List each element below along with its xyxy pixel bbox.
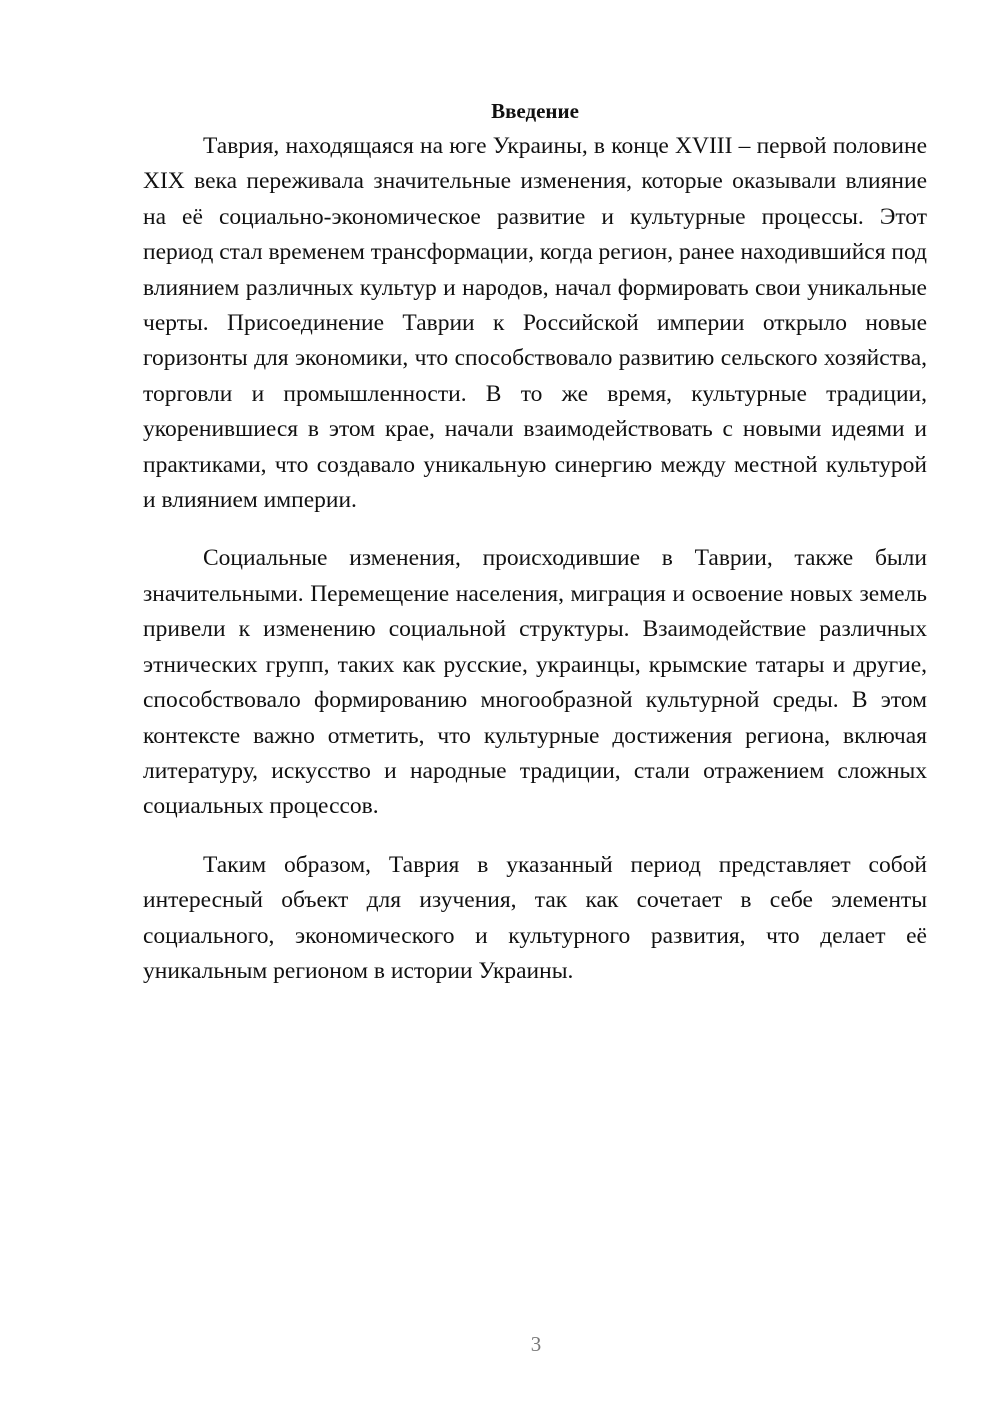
- paragraph: Таврия, находящаяся на юге Украины, в конце XVIII – первой половине XIX века переживала значительные изменения, которые оказывали влияние на её социально-экономическое развитие и культурные процессы. Этот период стал временем трансформации, когда регион, ранее находившийся под влиянием различных культур и народов, начал формировать свои уникальные черты. Присоединение Таврии к Российской империи открыло новые горизонты для экономики, что способствовало развитию сельского хозяйства, торговли и промышленности. В то же время, культурные традиции, укоренившиеся в этом крае, начали взаимодействовать с новыми идеями и практиками, что создавало уникальную синергию между местной культурой и влиянием империи.: [143, 133, 928, 514]
- section-title: Введение: [491, 99, 579, 123]
- paragraph: Социальные изменения, происходившие в Таврии, также были значительными. Перемещение населения, миграция и освоение новых земель привели к изменению социальной структуры. Взаимодействие различных этнических групп, таких как русские, украинцы, крымские татары и другие, способствовало формированию многообразной культурной среды. В этом контексте важно отметить, что культурные достижения региона, включая литературу, искусство и народные традиции, стали отражением сложных социальных процессов.: [143, 545, 927, 820]
- page-content: [143, 94, 927, 1012]
- page-number: 3: [530, 1332, 542, 1356]
- paragraph: Таким образом, Таврия в указанный период представляет собой интересный объект для изучения, так как сочетает в себе элементы социального, экономического и культурного развития, что делает её уникальным регионом в истории Украины.: [143, 851, 927, 984]
